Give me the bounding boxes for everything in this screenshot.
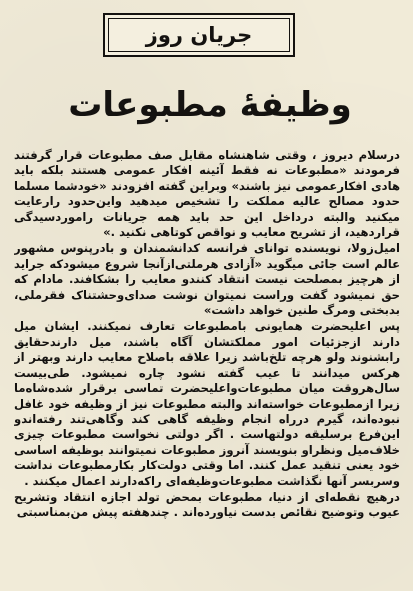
column-title-box xyxy=(103,13,295,57)
column-title: جریان روز xyxy=(145,23,253,47)
article-paragraph: درهیچ نقطه‌ای از دنیا، مطبوعات بمحض تولد اجازه انتقاد وتشریح عیوب وتوضیح نقائص بدست نیاورده‌اند . چندهفته پیش من‌بمناسبتی xyxy=(14,489,400,520)
article-body xyxy=(14,148,400,590)
article-headline: وظیفهٔ مطبوعات xyxy=(68,85,352,125)
article-paragraph: درسلام دیروز ، وقتی شاهنشاه مقابل صف مطبوعات قرار گرفتند فرمودند «مطبوعات نه فقط آئینه افکار عمومی هستند بلکه باید هادی افکارعمومی نیز باشند» وبراین گفته افزودند «خودشما مسلما حدود مصالح عالیه مملکت را تشخیص میدهید واین‌حدود رارعایت میکنید والبته درداخل این حد باید همه جریانات رامورد‌سیدگی قراردهید، از تشریح معایب و نواقص کوتاهی نکنید .» xyxy=(14,148,400,240)
article-paragraph: امیل‌زولا، نویسنده توانای فرانسه کدانشمندان و بادرپنوس مشهور عالم است جائی میگوید «آزادی هرملتی‌ازآنجا شروع میشودکه جراید از هرچیز بمصلحت نیست انتقاد کنندو معایب را بشکافند. مادام که حق نمیشود گفت وراست نمیتوان نوشت صدای‌وحشتناک فقرملی، بدبختی ومرگ طنین خواهد داشت» xyxy=(14,241,400,318)
article-paragraph: پس اعلیحضرت همایونی بامطبوعات تعارف نمیکنند. ایشان میل دارند ازجزئیات امور مملکتشان آگاه باشند، میل دارندحقایق رابشنوند ولو هرچه تلخ‌باشد زیرا علاقه باصلاح معایب دارند وبهتر از هرکس میدانند تا عیب گفته نشود چاره نمیشود. طی‌بیست سال‌هروقت میان مطبوعات‌واعلیحضرت تماسی برقرار شده‌شاه‌ما زیرا ازمطبوعات خواسته‌اند والبته مطبوعات نیز از وظیفه خود غافل نبوده‌اند، گیرم درراه انجام وظیفه گاهی کند وگاهی‌تند رفته‌اندو این‌فرع برسلیقه دولتهاست . اگر دولتی نخواست مطبوعات چیزی خلاف‌میل ونظراو بنویسند آنروز مطبوعات نمیتوانند بوظیفه اساسی خود یعنی تنقید عمل کنند. اما وقتی دولت‌کار بکارمطبوعات نداشت وسربسر آنها نگذاشت مطبوعات‌وظیفه‌ای را‌که‌دارند اعمال میکنند . xyxy=(14,319,400,488)
